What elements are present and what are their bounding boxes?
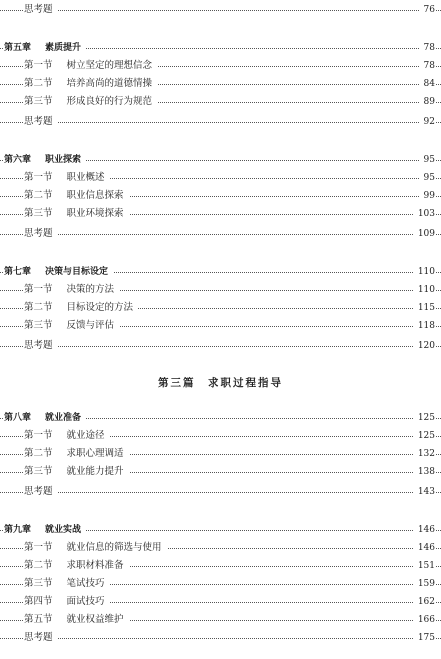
page-number: 132 — [414, 446, 435, 462]
toc-section-entry[interactable] — [0, 188, 441, 204]
entry-title: 思考题 — [24, 228, 53, 239]
page-number: 166 — [414, 612, 435, 628]
page-number: 159 — [414, 576, 435, 592]
entry-number: 第七章 — [4, 267, 32, 277]
entry-number: 第二节 — [24, 190, 53, 201]
toc-section-entry[interactable] — [0, 612, 441, 628]
page-number: 110 — [414, 264, 435, 280]
entry-label — [4, 152, 86, 168]
entry-label — [24, 282, 119, 298]
toc-section-entry[interactable] — [0, 558, 441, 574]
toc-section-entry[interactable] — [0, 594, 441, 610]
page-number: 110 — [414, 282, 435, 298]
dot-leader — [0, 638, 441, 639]
entry-title: 职业探索 — [45, 155, 82, 165]
page-number: 143 — [414, 484, 435, 500]
entry-title: 就业实战 — [45, 525, 82, 535]
toc-section-entry[interactable] — [0, 282, 441, 298]
toc-section-entry[interactable] — [0, 464, 441, 480]
entry-number: 第九章 — [4, 525, 32, 535]
toc-chapter-entry[interactable] — [0, 410, 441, 426]
entry-label — [24, 188, 129, 204]
toc-review-entry[interactable] — [0, 226, 441, 242]
toc-chapter-entry[interactable] — [0, 152, 441, 168]
page-number: 146 — [414, 540, 435, 556]
page-number: 78 — [420, 40, 435, 56]
entry-number: 第一节 — [24, 172, 53, 183]
page-number: 92 — [420, 114, 435, 130]
entry-title: 思考题 — [24, 4, 53, 15]
entry-title: 反馈与评估 — [66, 320, 115, 331]
entry-label — [24, 226, 58, 242]
entry-label — [4, 410, 86, 426]
page-number: 125 — [414, 428, 435, 444]
entry-label — [24, 612, 129, 628]
dot-leader — [0, 234, 441, 235]
entry-title: 就业权益维护 — [66, 614, 124, 625]
entry-title: 思考题 — [24, 116, 53, 127]
entry-number: 第二节 — [24, 302, 53, 313]
entry-label — [24, 558, 129, 574]
entry-label — [24, 446, 129, 462]
toc-section-entry[interactable] — [0, 206, 441, 222]
page-number: 151 — [414, 558, 435, 574]
entry-number: 第三节 — [24, 466, 53, 477]
toc-chapter-entry[interactable] — [0, 40, 441, 56]
entry-number: 第三节 — [24, 96, 53, 107]
page-number: 115 — [414, 300, 435, 316]
page-number: 89 — [420, 94, 435, 110]
entry-label — [24, 428, 110, 444]
entry-title: 笔试技巧 — [66, 578, 105, 589]
entry-label — [24, 170, 110, 186]
entry-label — [24, 484, 58, 500]
page-number: 118 — [414, 318, 435, 334]
entry-title: 职业概述 — [66, 172, 105, 183]
page-number: 120 — [414, 338, 435, 354]
entry-number: 第五章 — [4, 43, 32, 53]
entry-label — [24, 300, 138, 316]
entry-title: 就业准备 — [45, 413, 82, 423]
entry-label — [24, 94, 157, 110]
entry-number: 第一节 — [24, 542, 53, 553]
entry-label — [24, 318, 119, 334]
entry-label — [24, 464, 129, 480]
entry-number: 第二节 — [24, 448, 53, 459]
entry-number: 第一节 — [24, 430, 53, 441]
entry-title: 职业信息探索 — [66, 190, 124, 201]
entry-title: 思考题 — [24, 340, 53, 351]
entry-title: 形成良好的行为规范 — [66, 96, 153, 107]
page-number: 138 — [414, 464, 435, 480]
entry-number: 第三节 — [24, 320, 53, 331]
entry-number: 第二节 — [24, 560, 53, 571]
entry-number: 第二节 — [24, 78, 53, 89]
page-number: 99 — [420, 188, 435, 204]
page-number: 125 — [414, 410, 435, 426]
page-number: 84 — [420, 76, 435, 92]
entry-number: 第五节 — [24, 614, 53, 625]
page-number: 146 — [414, 522, 435, 538]
entry-label — [24, 76, 157, 92]
page-number: 95 — [420, 170, 435, 186]
entry-number: 第一节 — [24, 284, 53, 295]
page-number: 78 — [420, 58, 435, 74]
page-number: 109 — [414, 226, 435, 242]
toc-review-entry[interactable] — [0, 630, 441, 646]
entry-number: 第三节 — [24, 208, 53, 219]
toc-section-entry[interactable] — [0, 318, 441, 334]
entry-number: 第四节 — [24, 596, 53, 607]
entry-title: 树立坚定的理想信念 — [66, 60, 153, 71]
entry-title: 面试技巧 — [66, 596, 105, 607]
toc-section-entry[interactable] — [0, 170, 441, 186]
entry-label — [24, 540, 167, 556]
entry-title: 思考题 — [24, 632, 53, 643]
toc-chapter-entry[interactable] — [0, 264, 441, 280]
entry-label — [4, 264, 113, 280]
page-number: 103 — [414, 206, 435, 222]
entry-number: 第三节 — [24, 578, 53, 589]
entry-title: 思考题 — [24, 486, 53, 497]
toc-section-entry[interactable] — [0, 58, 441, 74]
entry-title: 就业途径 — [66, 430, 105, 441]
entry-label — [24, 114, 58, 130]
toc-section-entry[interactable] — [0, 576, 441, 592]
toc-section-entry[interactable] — [0, 446, 441, 462]
dot-leader — [0, 122, 441, 123]
entry-title: 就业能力提升 — [66, 466, 124, 477]
entry-title: 培养高尚的道德情操 — [66, 78, 153, 89]
page-number: 76 — [420, 2, 435, 18]
page-number: 175 — [414, 630, 435, 646]
entry-label — [24, 576, 110, 592]
dot-leader — [0, 492, 441, 493]
entry-label — [4, 522, 86, 538]
entry-number: 第八章 — [4, 413, 32, 423]
entry-label — [24, 594, 110, 610]
toc-section-entry[interactable] — [0, 76, 441, 92]
entry-label — [24, 2, 58, 18]
entry-label — [24, 206, 129, 222]
toc-section-entry[interactable] — [0, 428, 441, 444]
entry-label — [24, 338, 58, 354]
entry-label — [24, 630, 58, 646]
entry-title: 求职材料准备 — [66, 560, 124, 571]
entry-title: 求职心理调适 — [66, 448, 124, 459]
toc-section-entry[interactable] — [0, 540, 441, 556]
entry-title: 决策的方法 — [66, 284, 115, 295]
entry-title: 职业环境探索 — [66, 208, 124, 219]
toc-review-entry[interactable] — [0, 484, 441, 500]
entry-label — [4, 40, 86, 56]
toc-section-entry[interactable] — [0, 300, 441, 316]
entry-title: 就业信息的筛选与使用 — [66, 542, 162, 553]
entry-number: 第一节 — [24, 60, 53, 71]
page-number: 162 — [414, 594, 435, 610]
entry-title: 目标设定的方法 — [66, 302, 134, 313]
entry-number: 第六章 — [4, 155, 32, 165]
part-heading: 第三篇 求职过程指导 — [158, 377, 283, 389]
toc-review-entry[interactable] — [0, 338, 441, 354]
toc-section-entry[interactable] — [0, 94, 441, 110]
dot-leader — [0, 346, 441, 347]
entry-label — [24, 58, 157, 74]
page-number: 95 — [420, 152, 435, 168]
entry-title: 素质提升 — [45, 43, 82, 53]
entry-title: 决策与目标设定 — [45, 267, 109, 277]
dot-leader — [0, 10, 441, 11]
toc-chapter-entry[interactable] — [0, 522, 441, 538]
toc-review-entry[interactable] — [0, 114, 441, 130]
toc-review-entry[interactable] — [0, 2, 441, 18]
